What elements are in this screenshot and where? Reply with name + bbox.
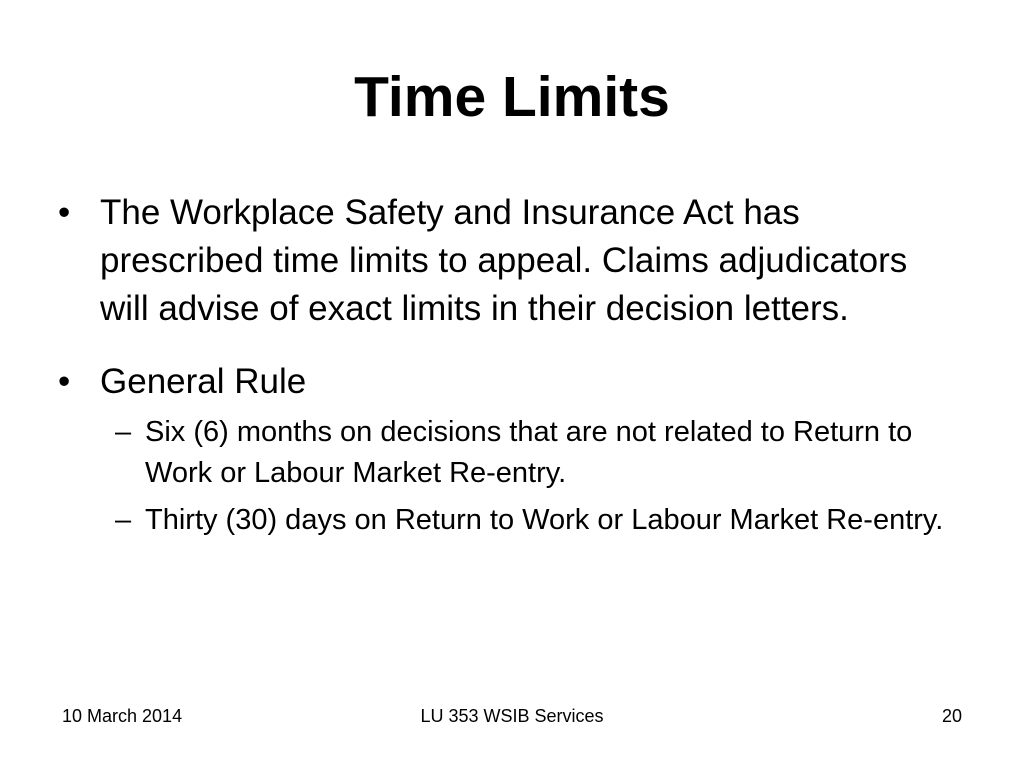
sub-bullet-marker: –: [115, 416, 132, 448]
slide-title: Time Limits: [354, 65, 670, 129]
footer-title: LU 353 WSIB Services: [420, 706, 604, 726]
sub-bullet-text: Six (6) months on decisions that are not related to Return to Work or Labour Market Re-entry.: [145, 416, 913, 489]
sub-bullet-marker: –: [115, 504, 132, 536]
bullet-item: [58, 189, 958, 333]
slide-content: [58, 189, 958, 547]
page-number: 20: [941, 706, 962, 726]
sub-bullet-list: [58, 412, 958, 541]
sub-bullet-text: Thirty (30) days on Return to Work or Labour Market Re-entry.: [145, 504, 944, 536]
bullet-text: The Workplace Safety and Insurance Act has prescribed time limits to appeal. Claims adjudicators will advise of exact limits in their decision letters.: [100, 193, 908, 328]
sub-bullet-item: [58, 500, 958, 541]
sub-bullet-item: [58, 412, 958, 494]
footer-date: 10 March 2014: [62, 706, 183, 726]
bullet-text: General Rule: [100, 362, 307, 401]
bullet-marker: •: [58, 193, 71, 232]
bullet-item: [58, 358, 958, 406]
bullet-marker: •: [58, 362, 71, 401]
